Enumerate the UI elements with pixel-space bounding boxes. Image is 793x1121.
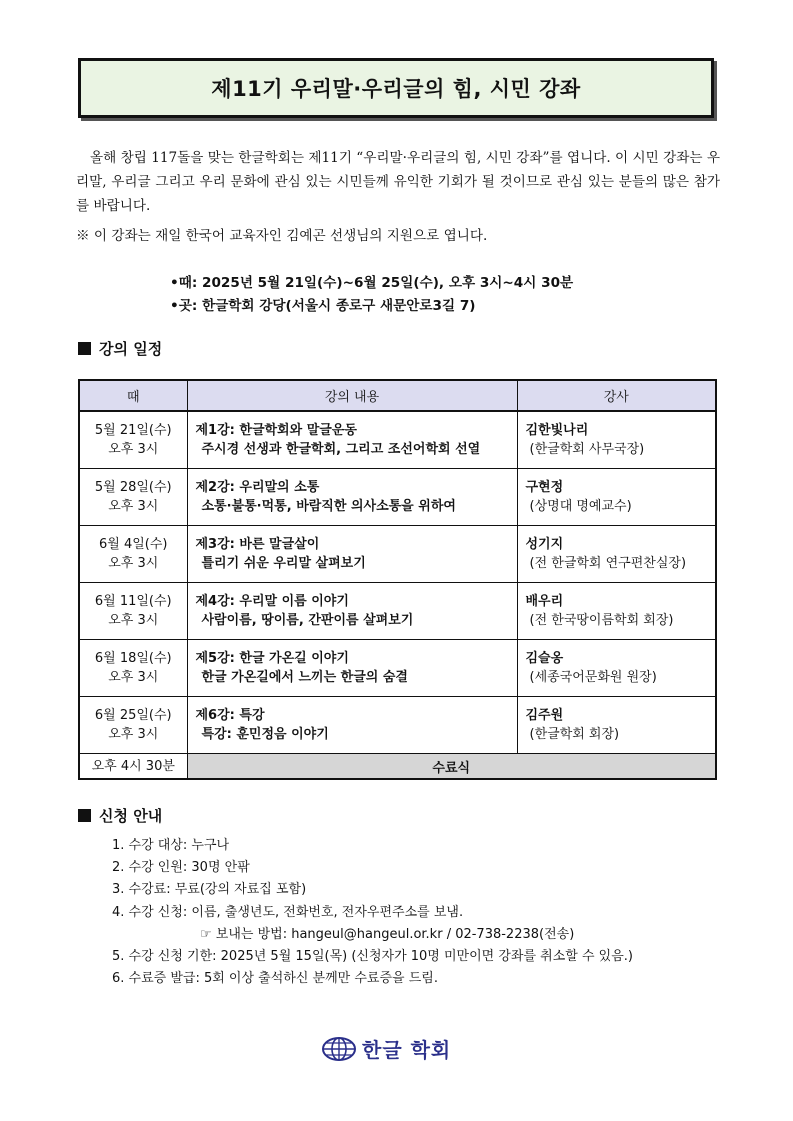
lecture-topic: 틀리기 쉬운 우리말 살펴보기 xyxy=(201,556,366,571)
lecture-topic: 소통·불통·먹통, 바람직한 의사소통을 위하여 xyxy=(201,499,456,514)
session-content xyxy=(187,469,517,526)
time-text: 오후 3시 xyxy=(108,499,159,514)
session-date xyxy=(79,411,187,469)
lecturer-name: 구현정 xyxy=(525,480,564,495)
lecturer-name: 김슬옹 xyxy=(525,651,564,666)
list-item: 6. 수료증 발급: 5회 이상 출석하신 분께만 수료증을 드림. xyxy=(112,971,438,987)
time-text: 오후 3시 xyxy=(108,442,159,457)
date-text: 6월 18일(수) xyxy=(94,651,172,666)
session-lecturer xyxy=(517,697,716,754)
lecture-topic: 주시경 선생과 한글학회, 그리고 조선어학회 선열 xyxy=(201,442,481,457)
lecturer-role: (상명대 명예교수) xyxy=(529,499,632,514)
lecturer-role: (한글학회 회장) xyxy=(529,727,620,742)
list-item: 5. 수강 신청 기한: 2025년 5월 15일(목) (신청자가 10명 미만이면 강좌를 취소할 수 있음.) xyxy=(112,949,633,965)
time-text: 오후 3시 xyxy=(108,613,159,628)
session-date xyxy=(79,526,187,583)
intro-text xyxy=(76,146,720,218)
square-bullet-icon xyxy=(78,809,91,822)
session-lecturer xyxy=(517,469,716,526)
final-label: 수료식 xyxy=(187,754,716,780)
application-heading xyxy=(78,805,162,826)
lecturer-role: (한글학회 사무국장) xyxy=(529,442,645,457)
table-header-row xyxy=(79,380,716,411)
header-content: 강의 내용 xyxy=(187,380,517,411)
session-content xyxy=(187,697,517,754)
final-time: 오후 4시 30분 xyxy=(79,754,187,780)
application-list xyxy=(112,835,633,990)
footer-logo xyxy=(322,1034,451,1063)
table-row xyxy=(79,697,716,754)
lecturer-name: 김한빛나리 xyxy=(525,423,589,438)
table-row xyxy=(79,526,716,583)
event-place: •곳: 한글학회 강당(서울시 종로구 새문안로3길 7) xyxy=(170,298,476,314)
session-date xyxy=(79,583,187,640)
lecturer-role: (전 한글학회 연구편찬실장) xyxy=(529,556,687,571)
event-info xyxy=(170,272,573,318)
lecture-title: 제4강: 우리말 이름 이야기 xyxy=(195,594,349,609)
session-lecturer xyxy=(517,583,716,640)
lecture-title: 제3강: 바른 말글살이 xyxy=(195,537,320,552)
logo-text: 한글 학회 xyxy=(362,1038,452,1062)
support-note: ※ 이 강좌는 재일 한국어 교육자인 김예곤 선생님의 지원으로 엽니다. xyxy=(76,228,488,244)
page-title: 제11기 우리말·우리글의 힘, 시민 강좌 xyxy=(78,58,714,118)
lecturer-name: 배우리 xyxy=(525,594,564,609)
time-text: 오후 3시 xyxy=(108,556,159,571)
lecture-title: 제2강: 우리말의 소통 xyxy=(195,480,320,495)
schedule-heading-label: 강의 일정 xyxy=(99,340,163,358)
lecture-topic: 특강: 훈민정음 이야기 xyxy=(201,727,329,742)
date-text: 5월 28일(수) xyxy=(94,480,172,495)
lecture-title: 제5강: 한글 가온길 이야기 xyxy=(195,651,349,666)
lecture-topic: 한글 가온길에서 느끼는 한글의 숨결 xyxy=(201,670,408,685)
header-lecturer: 강사 xyxy=(517,380,716,411)
date-text: 6월 11일(수) xyxy=(94,594,172,609)
lecture-title: 제1강: 한글학회와 말글운동 xyxy=(195,423,357,438)
list-item: 3. 수강료: 무료(강의 자료집 포함) xyxy=(112,882,307,898)
table-row xyxy=(79,640,716,697)
time-text: 오후 3시 xyxy=(108,670,159,685)
session-content xyxy=(187,583,517,640)
session-lecturer xyxy=(517,526,716,583)
lecture-topic: 사람이름, 땅이름, 간판이름 살펴보기 xyxy=(201,613,414,628)
list-item-method: ☞ 보내는 방법: hangeul@hangeul.or.kr / 02-738-2238(전송) xyxy=(200,926,575,942)
intro-paragraph: 올해 창립 117돌을 맞는 한글학회는 제11기 “우리말·우리글의 힘, 시민 강좌”를 엽니다. 이 시민 강좌는 우리말, 우리글 그리고 우리 문화에 관심 있는 시민들께 유익한 기회가 될 것이므로 관심 있는 분들의 많은 참가를 바랍니다. xyxy=(76,150,720,214)
session-date xyxy=(79,640,187,697)
globe-logo-icon xyxy=(322,1036,356,1062)
header-date: 때 xyxy=(79,380,187,411)
date-text: 6월 4일(수) xyxy=(99,537,168,552)
application-heading-label: 신청 안내 xyxy=(99,807,163,825)
lecture-title: 제6강: 특강 xyxy=(195,708,265,723)
date-text: 6월 25일(수) xyxy=(94,708,172,723)
table-row-final xyxy=(79,754,716,780)
table-row xyxy=(79,411,716,469)
schedule-table xyxy=(78,379,717,780)
table-row xyxy=(79,469,716,526)
date-text: 5월 21일(수) xyxy=(94,423,172,438)
session-lecturer xyxy=(517,411,716,469)
time-text: 오후 3시 xyxy=(108,727,159,742)
session-lecturer xyxy=(517,640,716,697)
schedule-heading xyxy=(78,338,162,359)
lecturer-name: 김주원 xyxy=(525,708,564,723)
session-content xyxy=(187,526,517,583)
list-item: 1. 수강 대상: 누구나 xyxy=(112,838,230,853)
session-content xyxy=(187,640,517,697)
list-item: 4. 수강 신청: 이름, 출생년도, 전화번호, 전자우편주소를 보냄. xyxy=(112,904,464,920)
lecturer-role: (세종국어문화원 원장) xyxy=(529,670,657,685)
lecturer-role: (전 한국땅이름학회 회장) xyxy=(529,613,674,628)
lecturer-name: 성기지 xyxy=(525,537,564,552)
table-row xyxy=(79,583,716,640)
session-date xyxy=(79,469,187,526)
event-date: •때: 2025년 5월 21일(수)~6월 25일(수), 오후 3시~4시 30분 xyxy=(170,275,574,291)
square-bullet-icon xyxy=(78,342,91,355)
session-date xyxy=(79,697,187,754)
session-content xyxy=(187,411,517,469)
list-item: 2. 수강 인원: 30명 안팎 xyxy=(112,860,250,876)
